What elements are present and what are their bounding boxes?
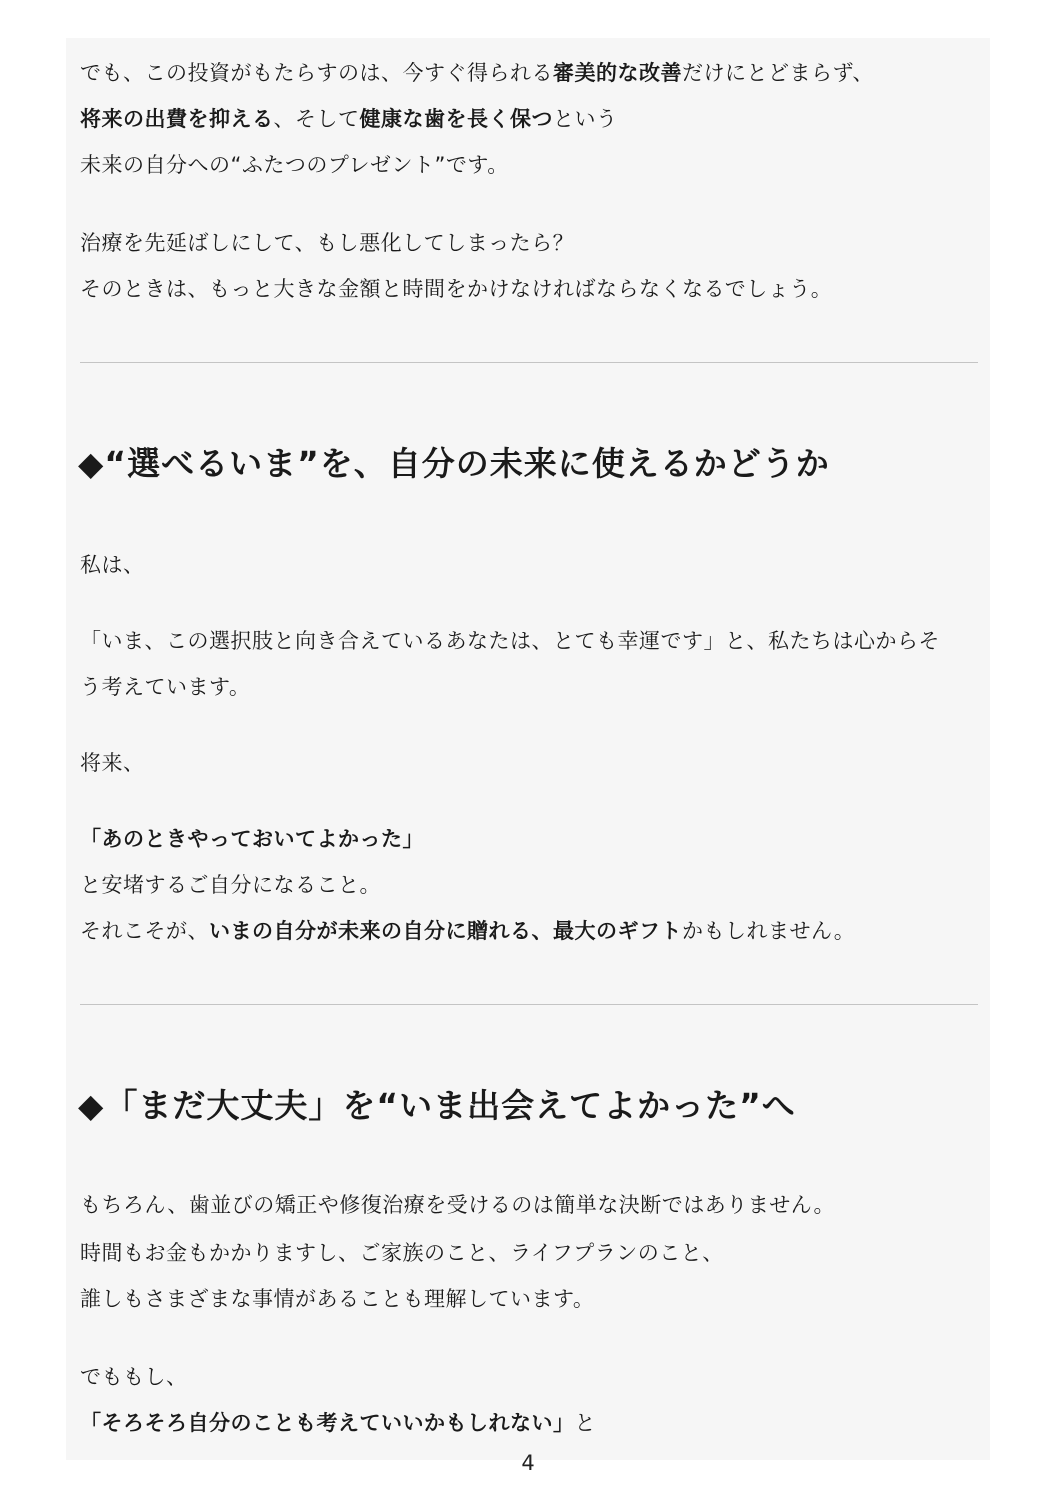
paragraph-line: でももし、 xyxy=(80,1365,188,1389)
emphasis-quote: 「あのときやっておいてよかった」 xyxy=(80,827,424,851)
text-span: でも、この投資がもたらすのは、今すぐ得られる xyxy=(80,61,553,85)
paragraph-line: と安堵するご自分になること。 xyxy=(80,873,381,897)
paragraph-line: う考えています。 xyxy=(80,675,251,699)
paragraph-line: 「いま、この選択肢と向き合えているあなたは、とても幸運です」と、私たちは心からそ xyxy=(80,629,940,653)
text-span: と xyxy=(574,1411,596,1435)
emphasis-text: 審美的な改善 xyxy=(553,61,682,85)
section-divider xyxy=(80,362,978,363)
paragraph-line: 治療を先延ばしにして、もし悪化してしまったら？ xyxy=(80,231,575,255)
emphasis-text: 将来の出費を抑える xyxy=(80,107,274,131)
emphasis-text: いまの自分が未来の自分に贈れる、最大のギフト xyxy=(209,919,682,943)
page-number: 4 xyxy=(521,1451,535,1475)
text-span: それこそが、 xyxy=(80,919,209,943)
section-divider xyxy=(80,1004,978,1005)
paragraph-line: 私は、 xyxy=(80,553,145,577)
paragraph-line: 時間もお金もかかりますし、ご家族のこと、ライフプランのこと、 xyxy=(80,1241,724,1265)
section-heading: ◆“選べるいま”を、自分の未来に使えるかどうか xyxy=(78,444,830,483)
text-span: かもしれません。 xyxy=(682,919,856,943)
paragraph-line: 未来の自分への“ふたつのプレゼント”です。 xyxy=(80,153,509,177)
paragraph-line: 誰しもさまざまな事情があることも理解しています。 xyxy=(80,1287,595,1311)
emphasis-text: 「そろそろ自分のことも考えていいかもしれない」 xyxy=(80,1411,575,1435)
paragraph-line: 将来、 xyxy=(80,751,145,775)
text-span: 、そして xyxy=(273,107,360,131)
paragraph-line xyxy=(80,916,855,946)
paragraph-line xyxy=(80,1408,596,1438)
paragraph-line xyxy=(80,104,618,134)
text-span: だけにとどまらず、 xyxy=(682,61,874,85)
text-span: という xyxy=(553,107,618,131)
section-heading: ◆「まだ大丈夫」を“いま出会えてよかった”へ xyxy=(78,1086,796,1125)
emphasis-text: 健康な歯を長く保つ xyxy=(359,107,553,131)
paragraph-line xyxy=(80,58,874,88)
paragraph-line: そのときは、もっと大きな金額と時間をかけなければならなくなるでしょう。 xyxy=(80,277,833,301)
paragraph-line: もちろん、歯並びの矯正や修復治療を受けるのは簡単な決断ではありません。 xyxy=(80,1193,836,1217)
